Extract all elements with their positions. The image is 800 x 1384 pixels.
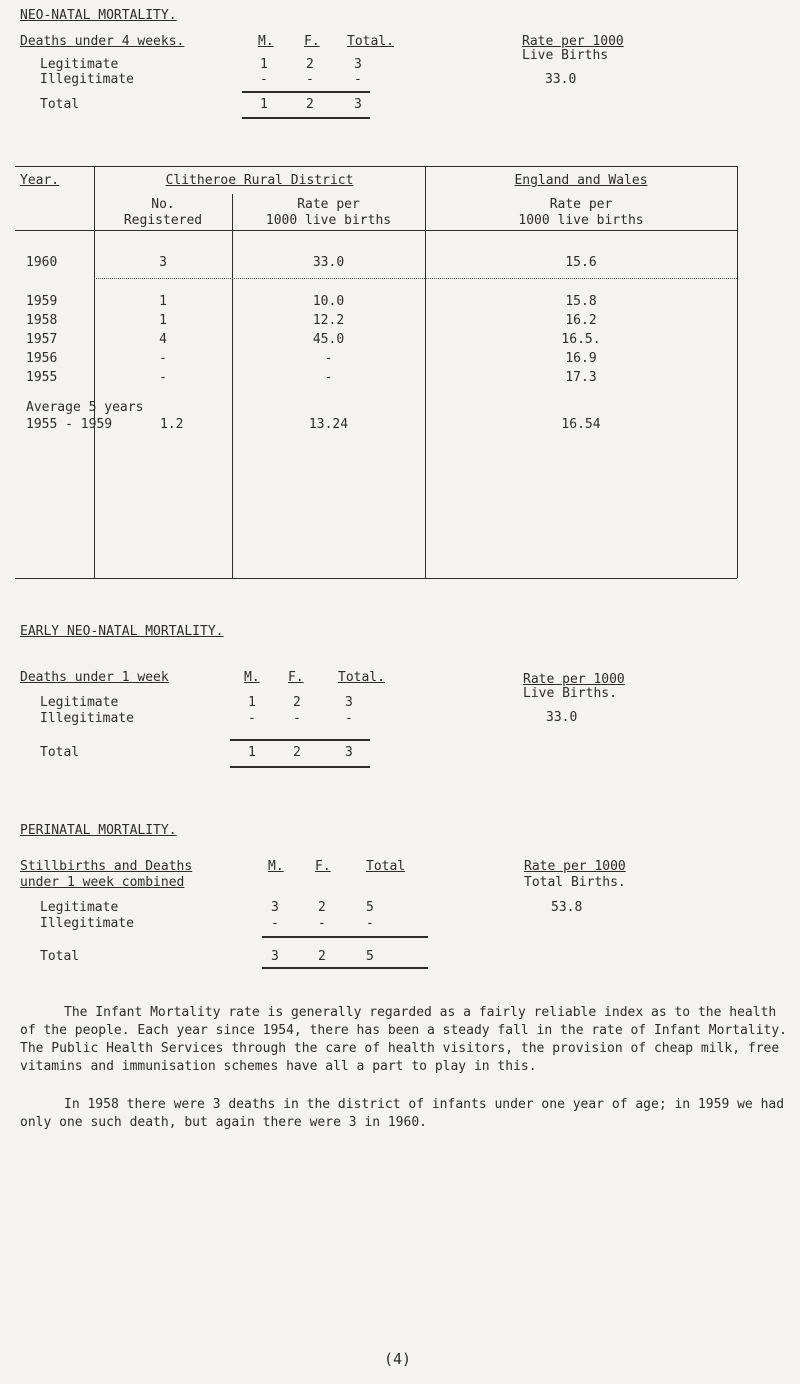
paragraph-deaths: In 1958 there were 3 deaths in the district of infants under one year of age; in 1959 we had only one such death, but again there were 3 in 1960. — [20, 1097, 785, 1130]
row-rate: 33.0 — [312, 255, 345, 270]
row-year: 1956 — [26, 351, 58, 366]
perinatal-total: 5 — [366, 900, 374, 915]
neo-natal-title: NEO-NATAL MORTALITY. — [20, 8, 177, 23]
perinatal-m: 3 — [271, 900, 279, 915]
sub-no-header-2: Registered — [123, 213, 203, 228]
sub-ew-header-2: 1000 live births — [518, 213, 644, 228]
early-rate-label-2: Live Births. — [523, 686, 617, 701]
col-clitheroe-header: Clitheroe Rural District — [165, 173, 354, 188]
perinatal-total-total: 5 — [366, 949, 374, 964]
neo-natal-rate-value: 33.0 — [545, 72, 577, 87]
row-ew: 17.3 — [565, 370, 597, 385]
row-no: 3 — [159, 255, 167, 270]
neo-natal-col-f: F. — [304, 34, 320, 49]
row-year: 1957 — [26, 332, 58, 347]
table-vline-no — [232, 194, 233, 578]
perinatal-col-total: Total — [366, 859, 406, 874]
early-total-total: 3 — [345, 745, 353, 760]
perinatal-total-rule — [262, 936, 428, 938]
row-rate: - — [324, 370, 333, 385]
neo-natal-row-header: Deaths under 4 weeks. — [20, 34, 185, 49]
early-f: - — [293, 711, 301, 726]
perinatal-rate-label: Rate per 1000 — [524, 859, 626, 874]
neo-natal-total-f: 2 — [306, 97, 314, 112]
avg-ew: 16.54 — [561, 417, 601, 432]
early-m: - — [248, 711, 256, 726]
table-top-border — [15, 166, 737, 167]
early-f: 2 — [293, 695, 301, 710]
neo-natal-m: - — [260, 72, 268, 87]
row-no: 4 — [159, 332, 167, 347]
perinatal-total: - — [366, 916, 374, 931]
neo-natal-m: 1 — [260, 57, 268, 72]
perinatal-row-label: Legitimate — [40, 900, 119, 915]
perinatal-total-f: 2 — [318, 949, 326, 964]
perinatal-col-f: F. — [315, 859, 331, 874]
early-row-label: Legitimate — [40, 695, 119, 710]
row-rate: 12.2 — [312, 313, 345, 328]
early-m: 1 — [248, 695, 256, 710]
row-ew: 15.8 — [565, 294, 597, 309]
early-total-m: 1 — [248, 745, 256, 760]
row-year: 1959 — [26, 294, 58, 309]
avg-no: 1.2 — [160, 417, 184, 432]
neo-natal-total-m: 1 — [260, 97, 268, 112]
avg-label: Average 5 years — [26, 400, 144, 415]
sub-ew-header: Rate per — [549, 197, 613, 212]
early-total: 3 — [345, 695, 353, 710]
early-total-label: Total — [40, 745, 80, 760]
avg-rate: 13.24 — [308, 417, 349, 432]
table-header-border — [15, 230, 737, 231]
row-year: 1955 — [26, 370, 58, 385]
row-no: 1 — [159, 294, 167, 309]
table-bottom-border — [15, 578, 737, 579]
neo-natal-col-total: Total. — [347, 34, 394, 49]
perinatal-total-label: Total — [40, 949, 80, 964]
row-rate: 10.0 — [312, 294, 345, 309]
early-total: - — [345, 711, 353, 726]
neo-natal-row-label: Legitimate — [40, 57, 119, 72]
early-row-label: Illegitimate — [40, 711, 134, 726]
col-year-header: Year. — [20, 173, 60, 188]
early-neo-natal-col-f: F. — [288, 670, 304, 685]
neo-natal-rate-label: Rate per 1000 — [522, 34, 624, 49]
row-rate: 45.0 — [312, 332, 345, 347]
early-neo-natal-row-header: Deaths under 1 week — [20, 670, 169, 685]
row-rate: - — [324, 351, 333, 366]
perinatal-f: - — [318, 916, 326, 931]
neo-natal-row-label: Illegitimate — [40, 72, 134, 87]
sub-no-header: No. — [151, 197, 175, 212]
row-ew: 16.2 — [565, 313, 597, 328]
table-dotted-rule — [94, 278, 737, 279]
sub-rate-header-2: 1000 live births — [265, 213, 392, 228]
row-no: - — [159, 351, 167, 366]
neo-natal-bottom-rule — [242, 117, 370, 119]
row-ew: 15.6 — [565, 255, 597, 270]
table-vline-right — [737, 166, 738, 578]
early-rate-label: Rate per 1000 — [523, 672, 625, 687]
avg-years: 1955 - 1959 — [26, 417, 113, 432]
paragraph-infant-mortality: The Infant Mortality rate is generally regarded as a fairly reliable index as to the health of the people. Each year since 1954, there has been a steady fall in the rate of Infant Mortality. The Public Health Services through the care of health visitors, the provision of cheap milk, free vitamins and immunisation schemes have all a part to play in this. — [20, 1005, 788, 1074]
perinatal-col-m: M. — [268, 859, 284, 874]
early-neo-natal-col-total: Total. — [338, 670, 385, 685]
perinatal-rate-value: 53.8 — [551, 900, 583, 915]
early-total-f: 2 — [293, 745, 301, 760]
early-rate-value: 33.0 — [546, 710, 578, 725]
perinatal-row-header: Stillbirths and Deaths — [20, 859, 193, 874]
neo-natal-f: - — [306, 72, 314, 87]
neo-natal-total-total: 3 — [354, 97, 362, 112]
col-england-header: England and Wales — [514, 173, 648, 188]
neo-natal-col-m: M. — [258, 34, 274, 49]
row-ew: 16.5. — [561, 332, 601, 347]
early-neo-natal-title: EARLY NEO-NATAL MORTALITY. — [20, 624, 224, 639]
row-ew: 16.9 — [565, 351, 597, 366]
perinatal-total-m: 3 — [271, 949, 279, 964]
row-year: 1958 — [26, 313, 58, 328]
neo-natal-total-rule — [242, 91, 370, 93]
early-total-rule — [230, 739, 370, 741]
perinatal-rate-label-2: Total Births. — [524, 875, 626, 890]
perinatal-m: - — [271, 916, 279, 931]
perinatal-row-header-2: under 1 week combined — [20, 875, 185, 890]
row-year: 1960 — [26, 255, 58, 270]
early-bottom-rule — [230, 766, 370, 768]
row-no: 1 — [159, 313, 167, 328]
row-no: - — [159, 370, 167, 385]
neo-natal-total: - — [354, 72, 362, 87]
neo-natal-total: 3 — [354, 57, 362, 72]
neo-natal-rate-label-2: Live Births — [522, 48, 609, 63]
neo-natal-total-label: Total — [40, 97, 80, 112]
page-number: (4) — [384, 1350, 412, 1368]
perinatal-f: 2 — [318, 900, 326, 915]
perinatal-row-label: Illegitimate — [40, 916, 134, 931]
early-neo-natal-col-m: M. — [244, 670, 260, 685]
perinatal-title: PERINATAL MORTALITY. — [20, 823, 177, 838]
neo-natal-f: 2 — [306, 57, 314, 72]
sub-rate-header: Rate per — [297, 197, 360, 212]
perinatal-bottom-rule — [262, 967, 428, 969]
